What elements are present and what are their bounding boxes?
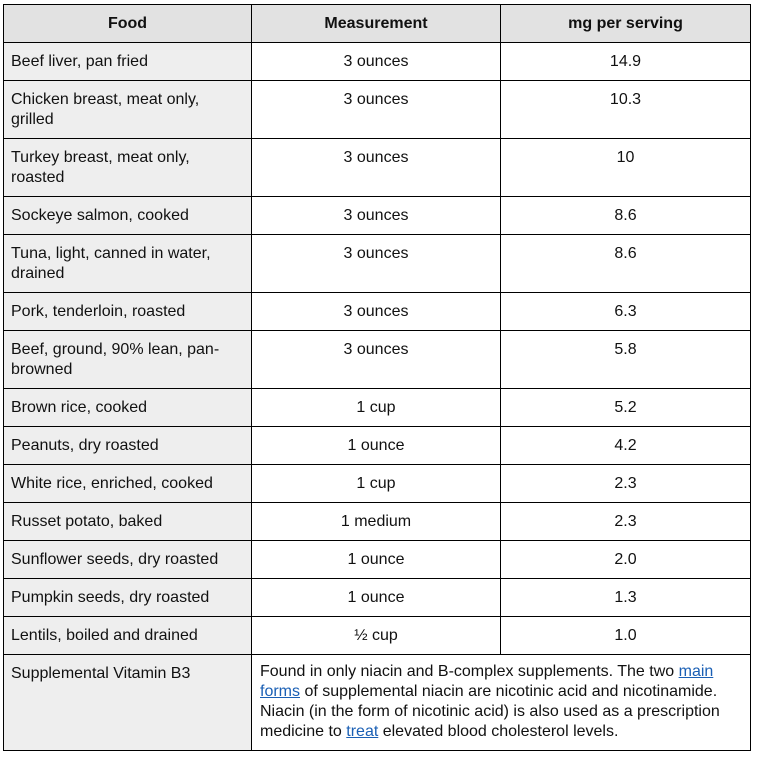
food-cell: White rice, enriched, cooked: [4, 465, 252, 503]
measurement-cell: 3 ounces: [252, 139, 501, 197]
food-cell: Supplemental Vitamin B3: [4, 655, 252, 751]
table-row: [4, 197, 751, 235]
food-cell: Chicken breast, meat only, grilled: [4, 81, 252, 139]
header-measurement: Measurement: [252, 5, 501, 43]
mg-cell: 8.6: [501, 235, 751, 293]
table-row: [4, 579, 751, 617]
table-row: [4, 465, 751, 503]
measurement-cell: 1 ounce: [252, 427, 501, 465]
food-cell: Pumpkin seeds, dry roasted: [4, 579, 252, 617]
header-mg-per-serving: mg per serving: [501, 5, 751, 43]
table-row: [4, 503, 751, 541]
mg-cell: 14.9: [501, 43, 751, 81]
food-cell: Brown rice, cooked: [4, 389, 252, 427]
food-cell: Beef, ground, 90% lean, pan-browned: [4, 331, 252, 389]
table-row: [4, 331, 751, 389]
measurement-cell: 3 ounces: [252, 235, 501, 293]
measurement-cell: 3 ounces: [252, 293, 501, 331]
measurement-cell: 3 ounces: [252, 81, 501, 139]
mg-cell: 10: [501, 139, 751, 197]
note-text: of supplemental niacin are nicotinic acid and nicotinamide. Niacin (in the form of nicotinic acid) is also used as a prescription medicine to: [260, 683, 720, 740]
table-row: [4, 235, 751, 293]
mg-cell: 2.0: [501, 541, 751, 579]
measurement-cell: ½ cup: [252, 617, 501, 655]
measurement-cell: 1 ounce: [252, 541, 501, 579]
food-cell: Peanuts, dry roasted: [4, 427, 252, 465]
table-row: [4, 81, 751, 139]
mg-cell: 1.3: [501, 579, 751, 617]
table-row: [4, 293, 751, 331]
mg-cell: 5.8: [501, 331, 751, 389]
mg-cell: 6.3: [501, 293, 751, 331]
measurement-cell: 1 medium: [252, 503, 501, 541]
supplemental-note: [252, 655, 751, 751]
mg-cell: 8.6: [501, 197, 751, 235]
measurement-cell: 1 cup: [252, 465, 501, 503]
main-forms-link[interactable]: main forms: [260, 663, 714, 700]
header-food: Food: [4, 5, 252, 43]
table-row-supplemental: [4, 655, 751, 751]
food-cell: Turkey breast, meat only, roasted: [4, 139, 252, 197]
food-cell: Pork, tenderloin, roasted: [4, 293, 252, 331]
mg-cell: 4.2: [501, 427, 751, 465]
table-row: [4, 139, 751, 197]
mg-cell: 10.3: [501, 81, 751, 139]
table-row: [4, 43, 751, 81]
food-cell: Beef liver, pan fried: [4, 43, 252, 81]
note-text: Found in only niacin and B-complex supplements. The two: [260, 663, 679, 680]
measurement-cell: 3 ounces: [252, 331, 501, 389]
food-cell: Sockeye salmon, cooked: [4, 197, 252, 235]
measurement-cell: 1 ounce: [252, 579, 501, 617]
table-row: [4, 427, 751, 465]
table-row: [4, 617, 751, 655]
mg-cell: 5.2: [501, 389, 751, 427]
food-cell: Sunflower seeds, dry roasted: [4, 541, 252, 579]
mg-cell: 1.0: [501, 617, 751, 655]
mg-cell: 2.3: [501, 503, 751, 541]
food-cell: Russet potato, baked: [4, 503, 252, 541]
measurement-cell: 3 ounces: [252, 43, 501, 81]
note-text: elevated blood cholesterol levels.: [378, 723, 619, 740]
measurement-cell: 3 ounces: [252, 197, 501, 235]
food-cell: Tuna, light, canned in water, drained: [4, 235, 252, 293]
mg-cell: 2.3: [501, 465, 751, 503]
treat-link[interactable]: treat: [346, 723, 379, 740]
table-row: [4, 389, 751, 427]
table-row: [4, 541, 751, 579]
niacin-food-table: [3, 4, 751, 751]
food-cell: Lentils, boiled and drained: [4, 617, 252, 655]
table-header-row: [4, 5, 751, 43]
measurement-cell: 1 cup: [252, 389, 501, 427]
